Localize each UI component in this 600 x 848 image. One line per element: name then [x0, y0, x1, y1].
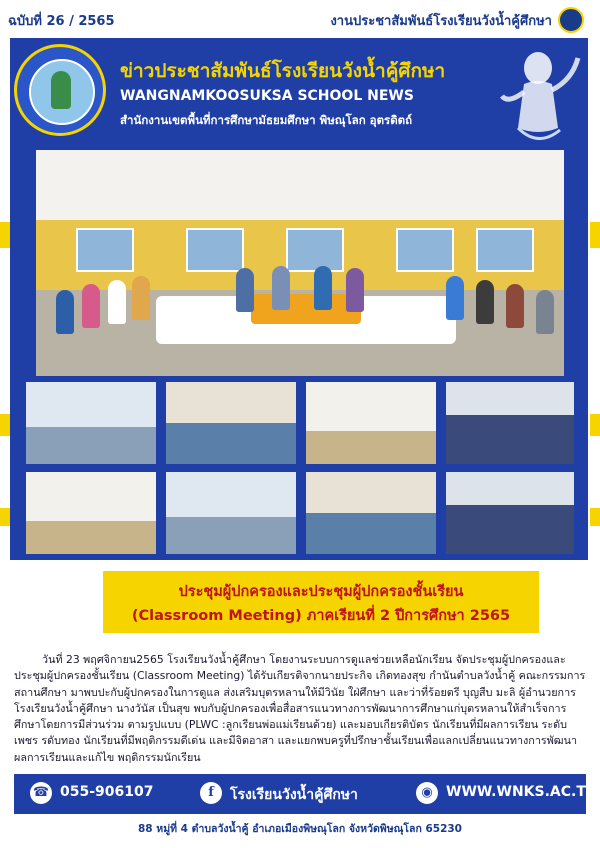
pr-department: งานประชาสัมพันธ์โรงเรียนวังน้ำคู้ศึกษา [330, 14, 552, 29]
globe-icon: ◉ [416, 782, 438, 804]
stripe-decoration [590, 414, 600, 436]
headline-line-1: ประชุมผู้ปกครองและประชุมผู้ปกครองชั้นเรียน [178, 584, 464, 600]
masthead-title-thai: ข่าวประชาสัมพันธ์โรงเรียนวังน้ำคู้ศึกษา [120, 60, 446, 82]
school-seal-icon [558, 7, 584, 33]
school-address: 88 หมู่ที่ 4 ตำบลวังน้ำคู้ อำเภอเมืองพิษณุโลก จังหวัดพิษณุโลก 65230 [138, 823, 462, 835]
school-emblem [14, 44, 106, 136]
phone-number[interactable]: 055-906107 [60, 784, 154, 800]
stripe-decoration [590, 222, 600, 248]
top-bar [0, 0, 600, 38]
facebook-icon: f [200, 782, 222, 804]
phone-icon: ☎ [30, 782, 52, 804]
stripe-decoration [0, 414, 10, 436]
event-photo [446, 382, 574, 464]
event-photo [166, 472, 296, 554]
event-photo [26, 382, 156, 464]
masthead-subtitle: สำนักงานเขตพื้นที่การศึกษามัธยมศึกษา พิษณุโลก อุตรดิตถ์ [120, 113, 413, 127]
headline-line-2: (Classroom Meeting) ภาคเรียนที่ 2 ปีการศึกษา 2565 [131, 608, 511, 624]
mascot-illustration [488, 44, 584, 154]
website-link[interactable]: WWW.WNKS.AC.TH [446, 784, 598, 800]
event-photo [26, 472, 156, 554]
event-photo [306, 472, 436, 554]
issue-number: ฉบับที่ 26 / 2565 [8, 14, 115, 29]
facebook-page[interactable]: โรงเรียนวังน้ำคู้ศึกษา [230, 787, 358, 803]
event-photo [166, 382, 296, 464]
stripe-decoration [0, 222, 10, 248]
stripe-decoration [590, 508, 600, 526]
article-body: วันที่ 23 พฤศจิกายน2565 โรงเรียนวังน้ำคู้ศึกษา โดยงานระบบการดูแลช่วยเหลือนักเรียน จัดประชุมผู้ปกครองและประชุมผู้ปกครองชั้นเรียน (Classroom Meeting) ได้รับเกียรติจากนายประกิจ เกิดทองสุข กำนันตำบลวังน้ำคู้ คณะกรรมการสถานศึกษา มาพบปะกับผู้ปกครองในการดูแล ส่งเสริมบุตรหลานให้มีวินัย ใฝ่ศึกษา และว่าที่ร้อยตรี บุญสืบ มะลิ ผู้อำนวยการโรงเรียนวังน้ำคู้ศึกษา นางวันัส เป็นสุข พบกับผู้ปกครองเพื่อสื่อสารแนวทางการพัฒนาการศึกษาแก่บุตรหลานให้สำเร็จการศึกษาโดยการมีส่วนร่วม ตามรูปแบบ (PLWC :ลูกเรียนพ่อแม่เรียนด้วย) และมอบเกียรติบัตร นักเรียนที่มีผลการเรียน ระดับเพชร รดับทอง นักเรียนที่มีพฤติกรรมดีเด่น และมีจิตอาสา และแยกพบครูที่ปรึกษาชั้นเรียนเพื่อแลกเปลี่ยนแนวทางการพัฒนาผลการเรียนและแก้ไข พฤติกรรมนักเรียน [14, 653, 586, 764]
event-photo [306, 382, 436, 464]
masthead-title-english: WANGNAMKOOSUKSA SCHOOL NEWS [120, 88, 414, 104]
main-meeting-photo [36, 150, 564, 376]
event-photo [446, 472, 574, 554]
stripe-decoration [0, 508, 10, 526]
